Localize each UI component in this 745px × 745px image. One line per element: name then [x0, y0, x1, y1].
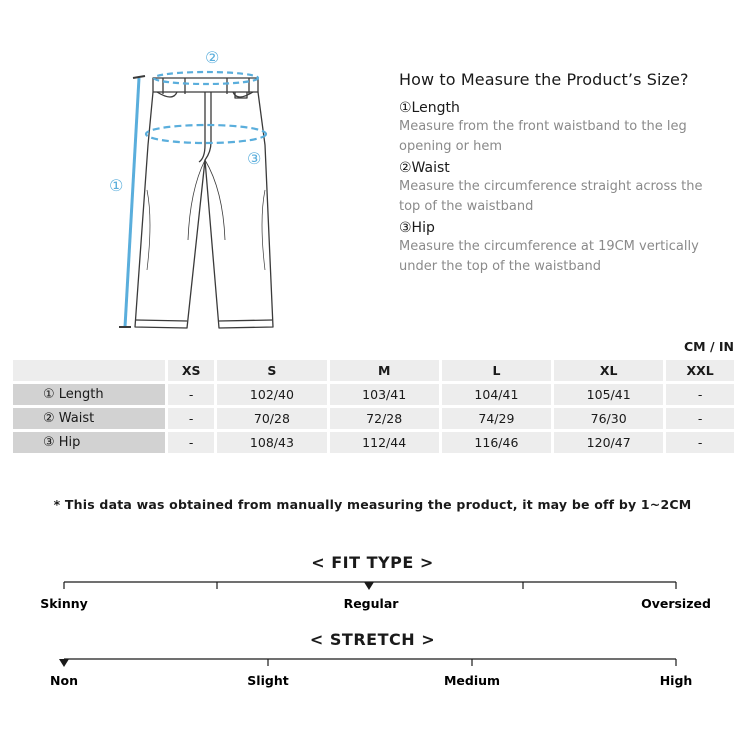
- table-cell: -: [168, 432, 214, 453]
- table-cell: 120/47: [554, 432, 663, 453]
- size-header: M: [330, 360, 439, 381]
- size-header: XXL: [666, 360, 734, 381]
- stretch-label-non: Non: [50, 673, 78, 688]
- guide-title: How to Measure the Product’s Size?: [399, 70, 689, 89]
- stretch-title: < STRETCH >: [309, 630, 436, 649]
- table-cell: -: [168, 408, 214, 429]
- table-cell: 76/30: [554, 408, 663, 429]
- size-header: L: [442, 360, 551, 381]
- header-blank: [13, 360, 165, 381]
- table-cell: 108/43: [217, 432, 326, 453]
- table-cell: 70/28: [217, 408, 326, 429]
- table-cell: 112/44: [330, 432, 439, 453]
- table-cell: -: [168, 384, 214, 405]
- table-cell: 116/46: [442, 432, 551, 453]
- guide-item-title-length: ①Length: [399, 100, 460, 116]
- stretch-label-high: High: [659, 673, 693, 688]
- row-label: ② Waist: [13, 408, 165, 429]
- row-label: ① Length: [13, 384, 165, 405]
- guide-item-desc-hip: Measure the circumference at 19CM vertically under the top of the waistband: [399, 239, 699, 274]
- pants-illustration: [95, 40, 305, 340]
- fit-type-scale: [0, 576, 745, 616]
- table-cell: -: [666, 408, 734, 429]
- hip-measure-ellipse: [146, 125, 266, 143]
- table-cell: 105/41: [554, 384, 663, 405]
- fit-type-title: < FIT TYPE >: [311, 553, 434, 572]
- size-header-row: [13, 360, 734, 381]
- size-header: XL: [554, 360, 663, 381]
- fit-type-label-regular: Regular: [343, 596, 399, 611]
- row-label: ③ Hip: [13, 432, 165, 453]
- measurement-note: * This data was obtained from manually measuring the product, it may be off by 1~2CM: [53, 497, 692, 512]
- size-table: [10, 357, 737, 456]
- stretch-indicator-icon: [59, 659, 69, 667]
- unit-label: CM / IN: [684, 339, 734, 354]
- table-cell: 74/29: [442, 408, 551, 429]
- table-row: [13, 408, 734, 429]
- size-header: XS: [168, 360, 214, 381]
- measurement-guide: [399, 70, 719, 278]
- pants-outline: [135, 78, 273, 328]
- table-cell: 104/41: [442, 384, 551, 405]
- stretch-label-medium: Medium: [443, 673, 501, 688]
- marker-length: ①: [109, 176, 124, 195]
- table-cell: -: [666, 384, 734, 405]
- table-cell: 103/41: [330, 384, 439, 405]
- marker-waist: ②: [205, 48, 220, 67]
- table-cell: -: [666, 432, 734, 453]
- size-header: S: [217, 360, 326, 381]
- table-cell: 72/28: [330, 408, 439, 429]
- fit-type-label-oversized: Oversized: [641, 596, 711, 611]
- guide-item-title-hip: ③Hip: [399, 220, 435, 236]
- stretch-label-slight: Slight: [247, 673, 289, 688]
- table-cell: 102/40: [217, 384, 326, 405]
- table-row: [13, 384, 734, 405]
- fit-type-label-skinny: Skinny: [40, 596, 88, 611]
- stretch-scale: [0, 652, 745, 694]
- table-row: [13, 432, 734, 453]
- length-measure-line: [119, 76, 145, 327]
- fit-type-indicator-icon: [364, 582, 374, 590]
- guide-item-desc-waist: Measure the circumference straight across the top of the waistband: [399, 179, 703, 214]
- guide-item-desc-length: Measure from the front waistband to the leg opening or hem: [399, 119, 687, 154]
- guide-item-title-waist: ②Waist: [399, 160, 450, 176]
- marker-hip: ③: [247, 149, 262, 168]
